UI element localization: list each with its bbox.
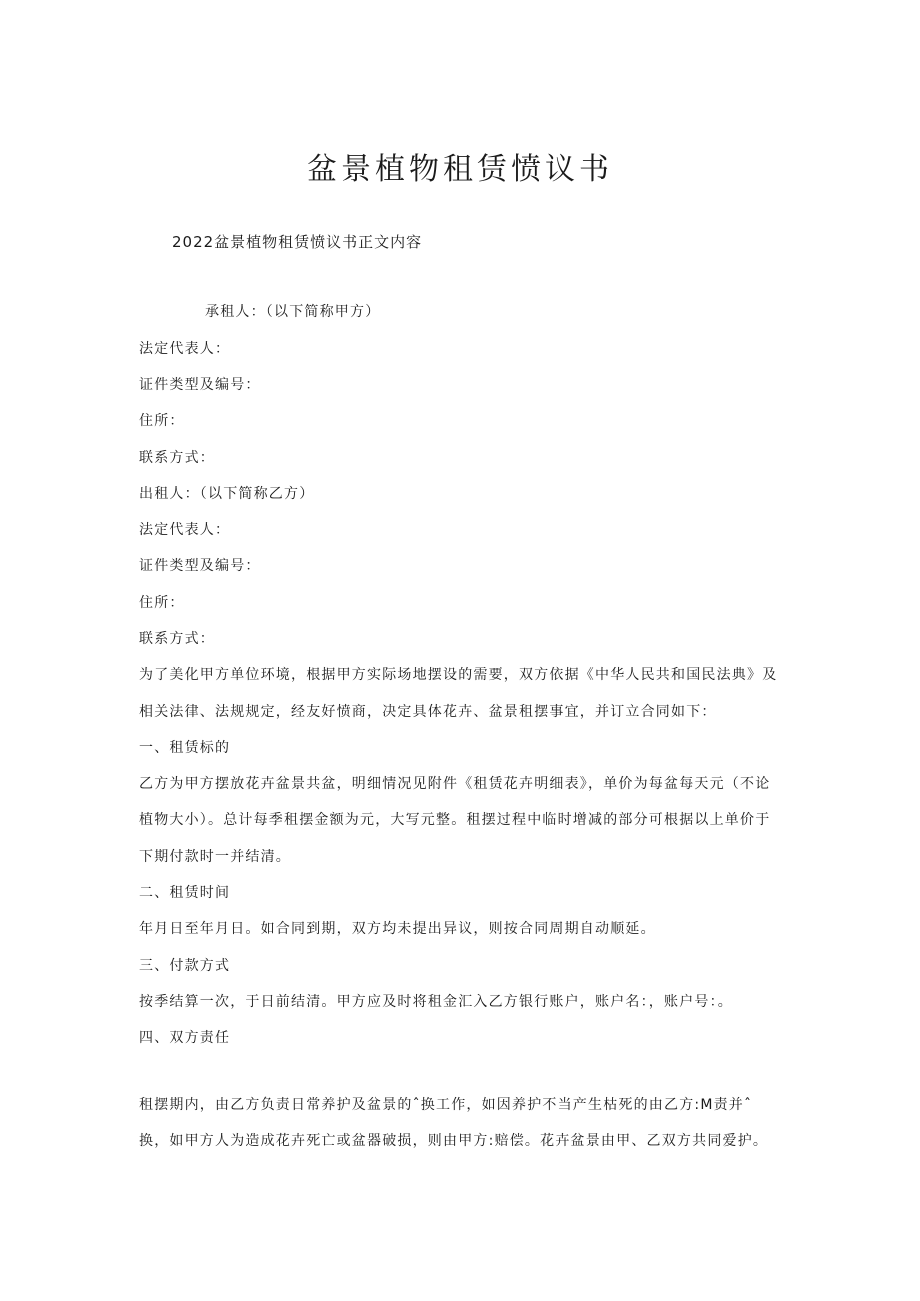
- lessor-contact: 联系方式：: [139, 631, 215, 647]
- lessor-heading: 出租人：（以下简称乙方）: [139, 486, 315, 502]
- lessor-legal-rep: 法定代表人：: [139, 522, 231, 538]
- section-1-line: 下期付款时一并结清。: [139, 849, 291, 865]
- section-4-line: 换，如甲方人为造成花卉死亡或盆器破损，则由甲方:赔偿。花卉盆景由甲、乙双方共同爱护。: [139, 1133, 769, 1149]
- preamble-line: 为了美化甲方单位环境，根据甲方实际场地摆设的需要，双方依据《中华人民共和国民法典》及: [139, 667, 778, 683]
- section-1-line: 乙方为甲方摆放花卉盆景共盆，明细情况见附件《租赁花卉明细表》，单价为每盆每天元（不论: [139, 776, 771, 792]
- section-2-heading: 二、租赁时间: [139, 885, 231, 901]
- section-3-line: 按季结算一次，于日前结清。甲方应及时将租金汇入乙方银行账户，账户名：，账户号：。: [139, 994, 733, 1010]
- section-1-heading: 一、租赁标的: [139, 740, 231, 756]
- lessee-address: 住所：: [139, 413, 185, 429]
- lessee-id-type: 证件类型及编号：: [139, 377, 261, 393]
- lessor-id-type: 证件类型及编号：: [139, 558, 261, 574]
- section-2-line: 年月日至年月日。如合同到期，双方均未提出异议，则按合同周期自动顺延。: [139, 921, 656, 937]
- lessee-heading: 承租人：（以下简称甲方）: [205, 304, 381, 320]
- section-1-line: 植物大小）。总计每季租摆金额为元，大写元整。租摆过程中临时增减的部分可根据以上单价于: [139, 812, 771, 828]
- section-4-heading: 四、双方责任: [139, 1030, 231, 1046]
- lessor-address: 住所：: [139, 595, 185, 611]
- preamble-line: 相关法律、法规规定，经友好愤商，决定具体花卉、盆景租摆事宜，并订立合同如下：: [139, 704, 717, 720]
- document-title: 盆景植物租赁愤议书: [307, 152, 613, 187]
- lessee-contact: 联系方式：: [139, 450, 215, 466]
- section-3-heading: 三、付款方式: [139, 958, 231, 974]
- document-subtitle: 2022盆景植物租赁愤议书正文内容: [172, 233, 423, 251]
- section-4-line: 租摆期内，由乙方负责日常养护及盆景的ˆ换工作，如因养护不当产生枯死的由乙方:M责并ˆ: [139, 1097, 753, 1113]
- lessee-legal-rep: 法定代表人：: [139, 341, 231, 357]
